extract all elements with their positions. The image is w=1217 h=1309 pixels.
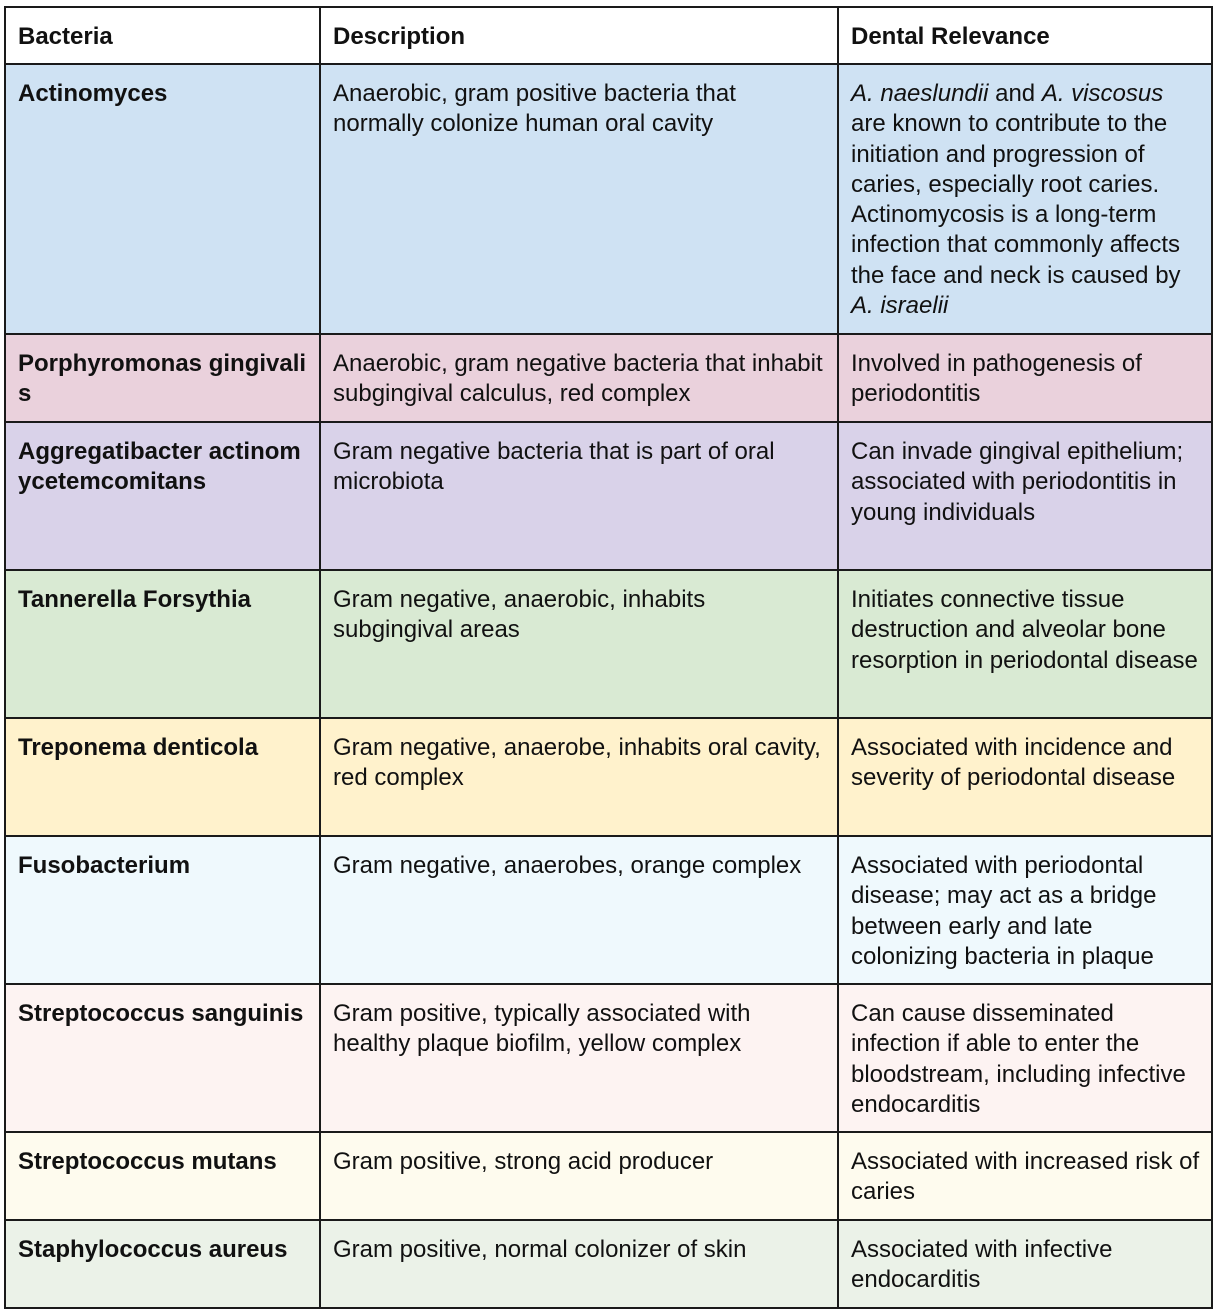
table-row	[5, 334, 1212, 422]
table-row	[5, 570, 1212, 718]
header-dental-relevance: Dental Relevance	[838, 7, 1212, 64]
description-cell: Gram negative, anaerobic, inhabits subgingival areas	[320, 570, 838, 718]
relevance-text: Can cause disseminated infection if able to enter the bloodstream, including infective endocarditis	[851, 1000, 1186, 1118]
bacteria-name-cell: Actinomyces	[5, 64, 320, 334]
bacteria-name-cell: Streptococcus mutans	[5, 1132, 320, 1220]
description-cell: Gram negative bacteria that is part of oral microbiota	[320, 422, 838, 570]
dental-relevance-cell	[838, 422, 1212, 570]
bacteria-name-cell: Porphyromonas gingivalis	[5, 334, 320, 422]
header-description: Description	[320, 7, 838, 64]
bacteria-table-container	[4, 6, 1213, 1309]
relevance-text: Associated with incidence and severity of periodontal disease	[851, 734, 1176, 792]
table-body	[5, 64, 1212, 1308]
bacteria-name-cell: Staphylococcus aureus	[5, 1220, 320, 1308]
table-header	[5, 7, 1212, 64]
table-row	[5, 1132, 1212, 1220]
table-row	[5, 718, 1212, 836]
relevance-text: Associated with periodontal disease; may act as a bridge between early and late colonizing bacteria in plaque	[851, 852, 1157, 970]
dental-relevance-cell	[838, 836, 1212, 984]
description-cell: Anaerobic, gram negative bacteria that inhabit subgingival calculus, red complex	[320, 334, 838, 422]
table-row	[5, 984, 1212, 1132]
relevance-text: Associated with infective endocarditis	[851, 1236, 1113, 1294]
description-cell: Gram positive, normal colonizer of skin	[320, 1220, 838, 1308]
bacteria-table	[4, 6, 1213, 1309]
dental-relevance-cell	[838, 334, 1212, 422]
dental-relevance-cell	[838, 718, 1212, 836]
dental-relevance-cell	[838, 1220, 1212, 1308]
relevance-text: Involved in pathogenesis of periodontitis	[851, 350, 1142, 408]
table-row	[5, 422, 1212, 570]
relevance-text: Initiates connective tissue destruction and alveolar bone resorption in periodontal disease	[851, 586, 1198, 674]
table-row	[5, 64, 1212, 334]
dental-relevance-cell	[838, 1132, 1212, 1220]
relevance-text: are known to contribute to the initiation and progression of caries, especially root caries. Actinomycosis is a long-term infection that commonly affects the face and neck is caused by	[851, 110, 1181, 289]
bacteria-name-cell: Streptococcus sanguinis	[5, 984, 320, 1132]
dental-relevance-cell	[838, 984, 1212, 1132]
species-name-italic: A. israelii	[851, 292, 949, 320]
bacteria-name-cell: Aggregatibacter actinomycetemcomitans	[5, 422, 320, 570]
species-name-italic: A. naeslundii	[851, 80, 989, 107]
description-cell: Gram positive, strong acid producer	[320, 1132, 838, 1220]
table-row	[5, 836, 1212, 984]
relevance-text: Can invade gingival epithelium; associated with periodontitis in young individuals	[851, 438, 1184, 526]
species-name-italic: A. viscosus	[1041, 80, 1164, 107]
description-cell: Anaerobic, gram positive bacteria that normally colonize human oral cavity	[320, 64, 838, 334]
bacteria-name-cell: Tannerella Forsythia	[5, 570, 320, 718]
bacteria-name-cell: Treponema denticola	[5, 718, 320, 836]
table-row	[5, 1220, 1212, 1308]
relevance-text: Associated with increased risk of caries	[851, 1148, 1200, 1206]
dental-relevance-cell	[838, 570, 1212, 718]
description-cell: Gram negative, anaerobes, orange complex	[320, 836, 838, 984]
header-row	[5, 7, 1212, 64]
dental-relevance-cell	[838, 64, 1212, 334]
header-bacteria: Bacteria	[5, 7, 320, 64]
relevance-text: and	[988, 80, 1042, 107]
bacteria-name-cell: Fusobacterium	[5, 836, 320, 984]
description-cell: Gram positive, typically associated with healthy plaque biofilm, yellow complex	[320, 984, 838, 1132]
description-cell: Gram negative, anaerobe, inhabits oral cavity, red complex	[320, 718, 838, 836]
